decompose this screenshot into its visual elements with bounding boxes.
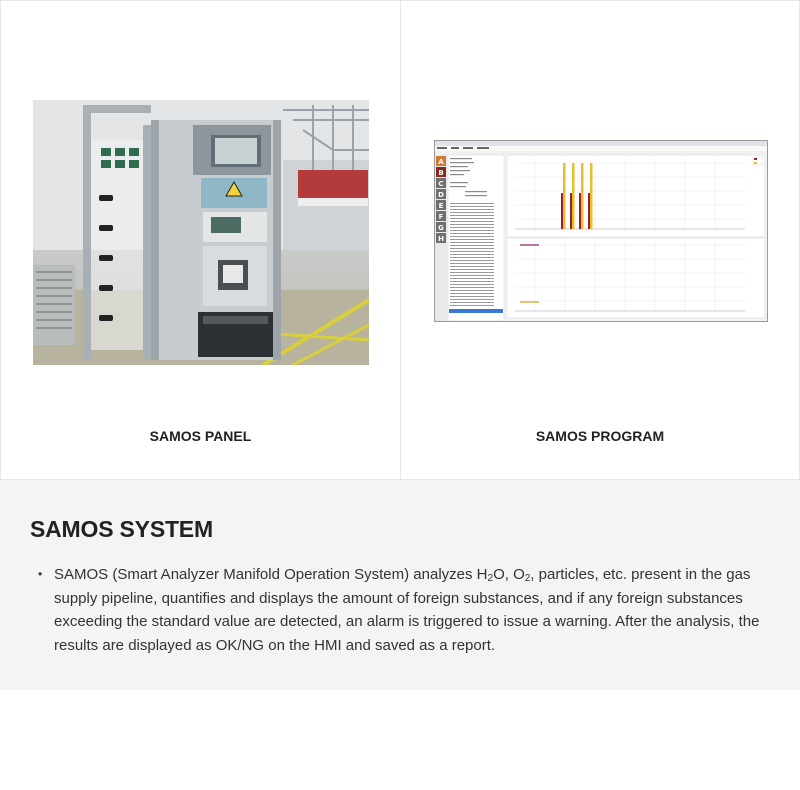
samos-system-section [0, 480, 800, 690]
samos-program-screenshot [434, 140, 768, 322]
section-title: SAMOS SYSTEM [30, 516, 213, 542]
side-letter-b: B [438, 169, 444, 177]
samos-panel-photo [33, 100, 369, 365]
side-letter-c: C [438, 180, 444, 188]
description-list [38, 563, 789, 657]
samos-panel-card [0, 1, 400, 479]
side-letter-e: E [438, 202, 444, 210]
side-letter-h: H [438, 235, 444, 243]
samos-panel-caption: SAMOS PANEL [149, 428, 252, 444]
side-letter-d: D [438, 191, 444, 199]
samos-program-caption: SAMOS PROGRAM [535, 428, 665, 444]
side-letter-g: G [438, 224, 444, 232]
side-letter-a: A [438, 158, 444, 166]
description-item: • SAMOS (Smart Analyzer Manifold Operation System) analyzes $H_2O$, $O_2$, particles, etc. present in the gas supply pipeline, quantifies and displays the amount of foreign substances, and if any foreign substances exceeding the standard value are detected, an alarm is triggered to issue a warning. After the analysis, the results are displayed as OK/NG on the HMI and saved as a report. [54, 563, 789, 657]
side-letter-f: F [438, 213, 444, 221]
